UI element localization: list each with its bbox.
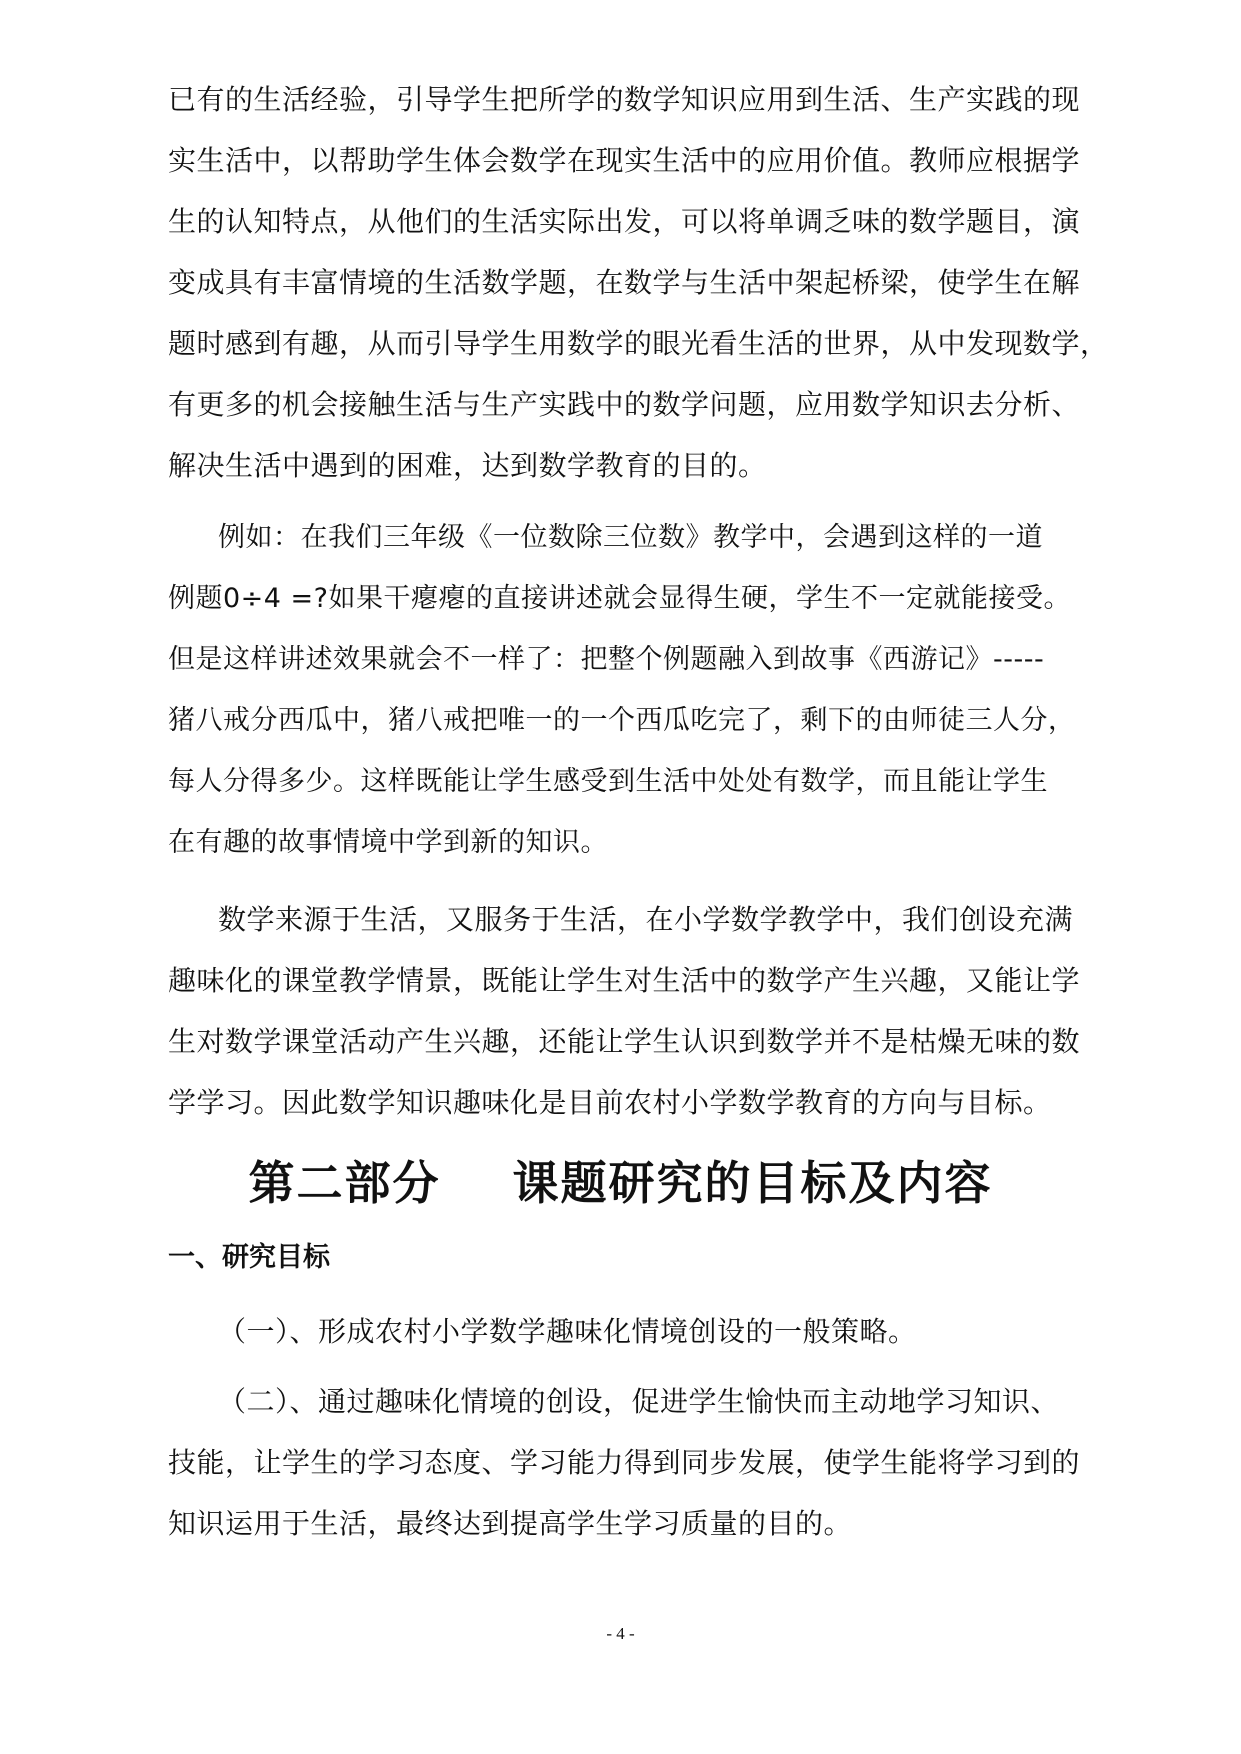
paragraph-3-line-1: 数学来源于生活，又服务于生活，在小学数学教学中，我们创设充满 — [218, 903, 1074, 936]
paragraph-1-line-3: 生的认知特点，从他们的生活实际出发，可以将单调乏味的数学题目，演 — [168, 205, 1081, 238]
paragraph-3-line-3: 生对数学课堂活动产生兴趣，还能让学生认识到数学并不是枯燥无味的数 — [168, 1025, 1081, 1058]
paragraph-1-line-2: 实生活中，以帮助学生体会数学在现实生活中的应用价值。教师应根据学 — [168, 144, 1081, 177]
paragraph-2-line-5: 每人分得多少。这样既能让学生感受到生活中处处有数学，而且能让学生 — [168, 766, 1048, 797]
paragraph-1-line-4: 变成具有丰富情境的生活数学题，在数学与生活中架起桥梁，使学生在解 — [168, 266, 1081, 299]
paragraph-2-line-2: 例题0÷4 =?如果干瘪瘪的直接讲述就会显得生硬，学生不一定就能接受。 — [168, 583, 1072, 614]
paragraph-2-line-1: 例如：在我们三年级《一位数除三位数》教学中，会遇到这样的一道 — [218, 522, 1043, 553]
paragraph-2-line-6: 在有趣的故事情境中学到新的知识。 — [168, 827, 608, 858]
paragraph-3-line-2: 趣味化的课堂教学情景，既能让学生对生活中的数学产生兴趣，又能让学 — [168, 964, 1081, 997]
paragraph-1-line-7: 解决生活中遇到的困难，达到数学教育的目的。 — [168, 449, 767, 482]
paragraph-3-line-4: 学学习。因此数学知识趣味化是目前农村小学数学教育的方向与目标。 — [168, 1086, 1052, 1119]
goal-2-line-1: （二）、通过趣味化情境的创设，促进学生愉快而主动地学习知识、 — [218, 1385, 1060, 1418]
goal-2-line-2: 技能，让学生的学习态度、学习能力得到同步发展，使学生能将学习到的 — [168, 1446, 1081, 1479]
paragraph-1-line-5: 题时感到有趣，从而引导学生用数学的眼光看生活的世界，从中发现数学， — [168, 327, 1109, 360]
paragraph-1-line-1: 已有的生活经验，引导学生把所学的数学知识应用到生活、生产实践的现 — [168, 83, 1081, 116]
paragraph-2-line-3: 但是这样讲述效果就会不一样了：把整个例题融入到故事《西游记》----- — [168, 644, 1045, 675]
goal-1-line: （一）、形成农村小学数学趣味化情境创设的一般策略。 — [218, 1315, 917, 1348]
section-title: 第二部分 课题研究的目标及内容 — [248, 1156, 993, 1210]
paragraph-1-line-6: 有更多的机会接触生活与生产实践中的数学问题，应用数学知识去分析、 — [168, 388, 1081, 421]
subsection-title: 一、研究目标 — [168, 1242, 330, 1273]
goal-2-line-3: 知识运用于生活，最终达到提高学生学习质量的目的。 — [168, 1507, 853, 1540]
paragraph-2-line-4: 猪八戒分西瓜中，猪八戒把唯一的一个西瓜吃完了，剩下的由师徒三人分， — [168, 705, 1076, 736]
page-number: - 4 - — [606, 1624, 635, 1643]
